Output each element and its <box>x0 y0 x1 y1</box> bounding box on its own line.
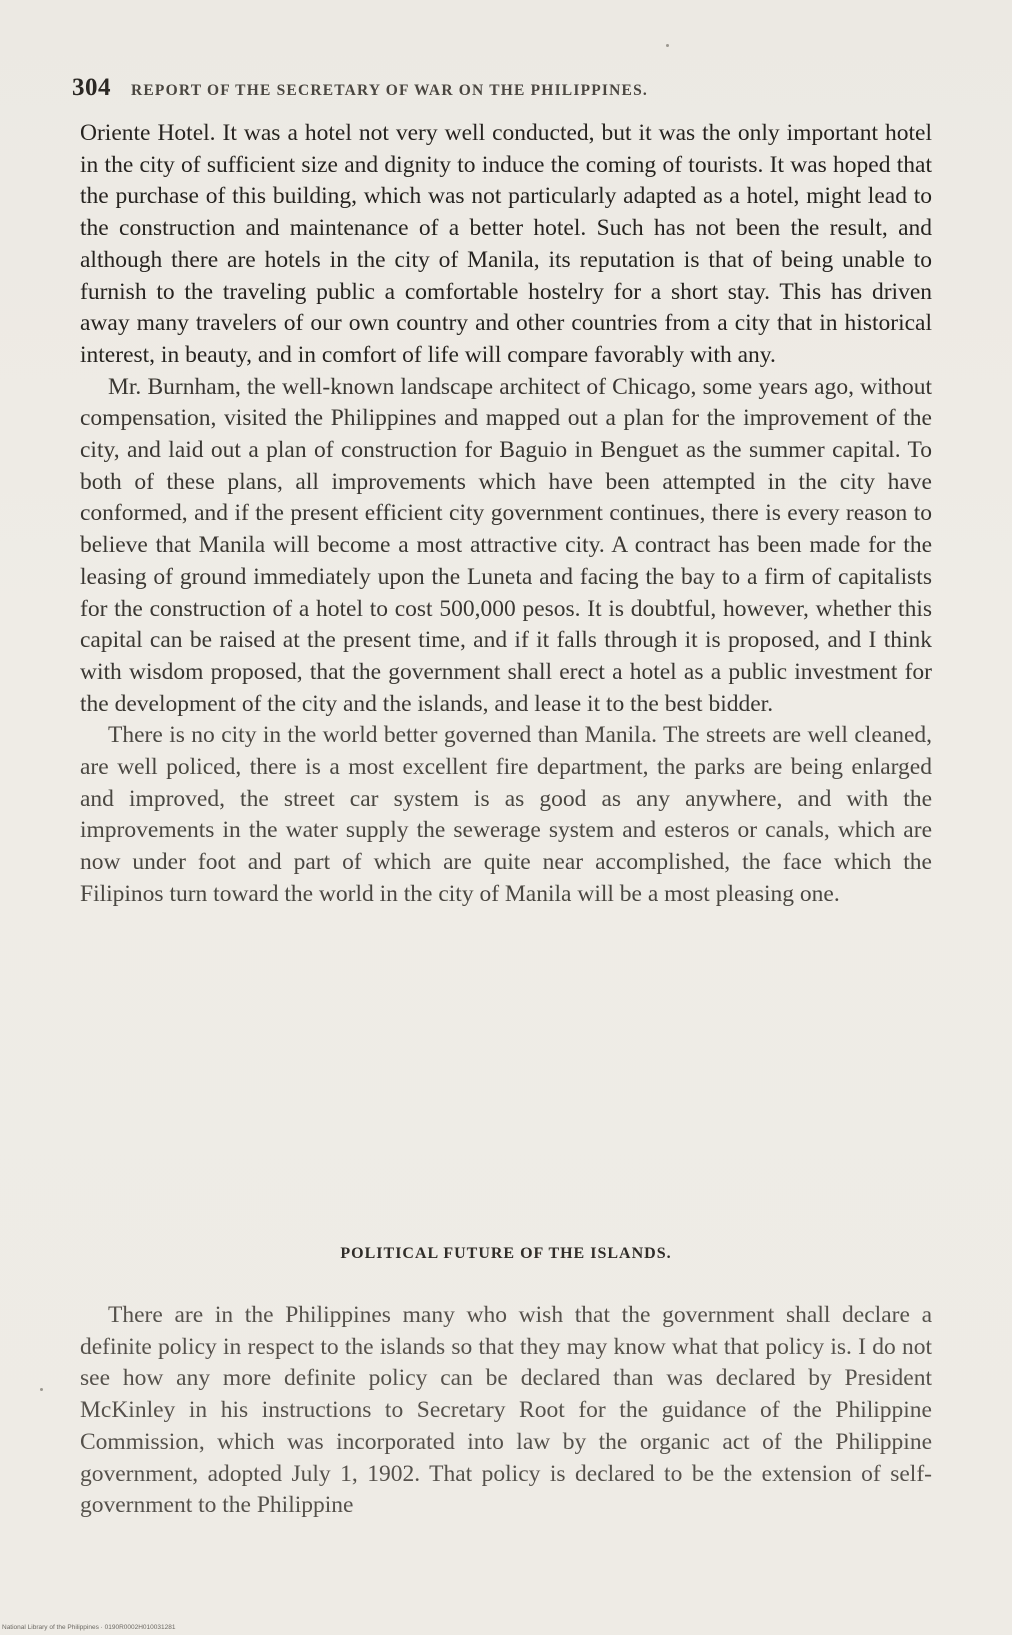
paragraph-manila-governance: There is no city in the world better governed than Manila. The streets are well cleaned, are well policed, there is a most excellent fire department, the parks are being enlarged and improved, the street car system is as good as any anywhere, and with the improvements in the water supply the sewerage system and esteros or canals, which are now under foot and part of which are quite near accomplished, the face which the Filipinos turn toward the world in the city of Manila will be a most pleasing one. <box>80 722 932 907</box>
paragraph-burnham-plan: Mr. Burnham, the well-known landscape architect of Chicago, some years ago, without compensation, visited the Philippines and mapped out a plan for the improvement of the city, and laid out a plan of construction for Baguio in Benguet as the summer capital. To both of these plans, all improvements which have been attempted in the city have conformed, and if the present efficient city government continues, there is every reason to believe that Manila will become a most attractive city. A contract has been made for the leasing of ground immediately upon the Luneta and facing the bay to a firm of capitalists for the construction of a hotel to cost 500,000 pesos. It is doubtful, however, whether this capital can be raised at the present time, and if it falls through it is proposed, and I think with wisdom proposed, that the government shall erect a hotel as a public investment for the development of the city and the islands, and lease it to the best bidder. <box>80 373 932 717</box>
scan-speck <box>666 44 669 47</box>
main-text <box>80 118 932 911</box>
section-text <box>80 1300 932 1522</box>
running-head <box>72 74 942 108</box>
paragraph-oriente-hotel: Oriente Hotel. It was a hotel not very well conducted, but it was the only important hotel in the city of sufficient size and dignity to induce the coming of tourists. It was hoped that the purchase of this building, which was not particularly adapted as a hotel, might lead to the construction and maintenance of a better hotel. Such has not been the result, and although there are hotels in the city of Manila, its reputation is that of being unable to furnish to the traveling public a comfortable hostelry for a short stay. This has driven away many travelers of our own country and other countries from a city that in historical interest, in beauty, and in comfort of life will compare favorably with any. <box>80 120 932 368</box>
scan-speck <box>40 1388 43 1391</box>
section-heading: POLITICAL FUTURE OF THE ISLANDS. <box>340 1245 672 1262</box>
running-head-title: REPORT OF THE SECRETARY OF WAR ON THE PHILIPPINES. <box>131 82 648 99</box>
page-number: 304 <box>72 74 111 101</box>
paragraph-political-future: There are in the Philippines many who wish that the government shall declare a definite policy in respect to the islands so that they may know what that policy is. I do not see how any more definite policy can be declared than was declared by President McKinley in his instructions to Secretary Root for the guidance of the Philippine Commission, which was incorporated into law by the organic act of the Philippine government, adopted July 1, 1902. That policy is declared to be the extension of self-government to the Philippine <box>80 1302 932 1519</box>
scan-caption: National Library of the Philippines · 0190R0002H010031281 <box>2 1624 176 1631</box>
